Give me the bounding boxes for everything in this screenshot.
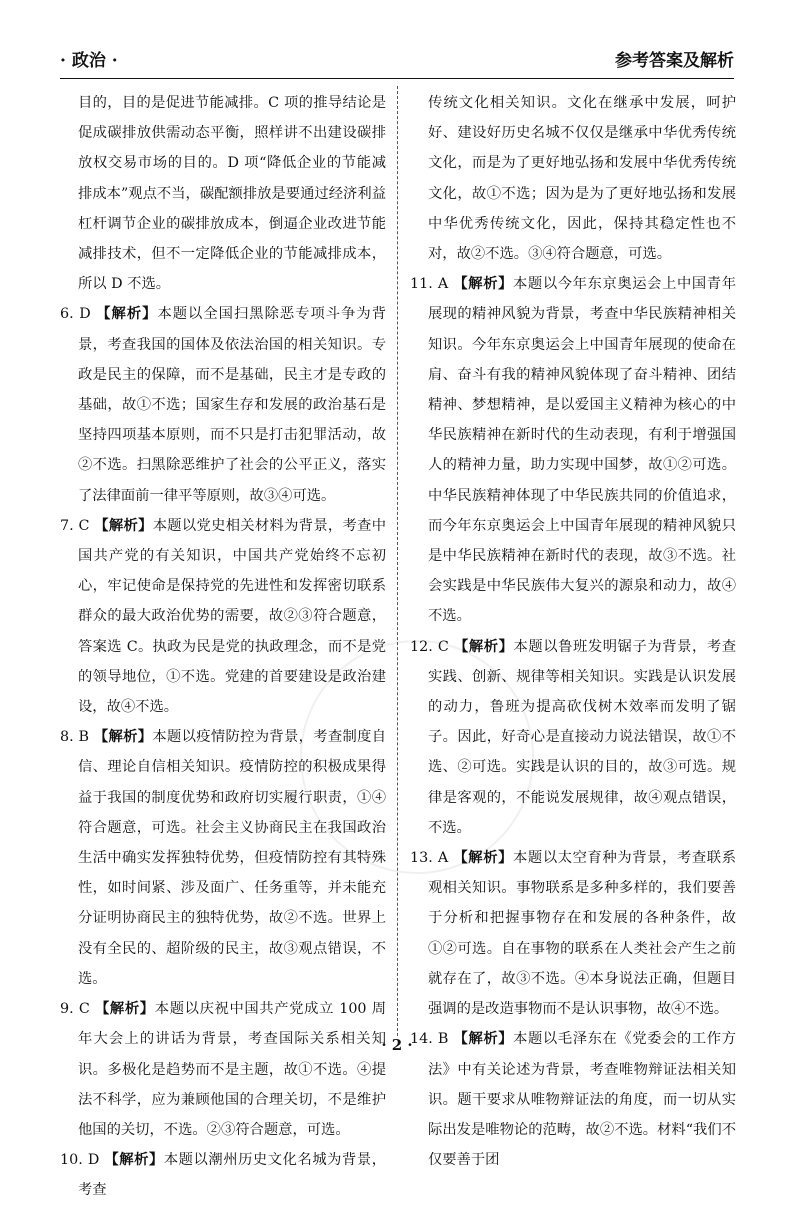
header-title: 参考答案及解析 [615,51,734,71]
answer-number: 9. C [60,1001,90,1018]
answer-item [410,843,736,1024]
answer-text: 本题以太空育种为背景，考查联系观相关知识。事物联系是多种多样的，我们要善于分析和把握事物存在和发展的各种条件，故①②可选。自在事物的联系在人类社会产生之前就存在了，故③不选。④本身说法正确，但题目强调的是改造事物而不是认识事物，故④不选。 [428,850,737,1018]
analysis-tag: 【解析】 [453,276,514,293]
answer-text: 本题以疫情防控为背景，考查制度自信、理论自信相关知识。疫情防控的积极成果得益于我国的制度优势和政府切实履行职责，①④符合题意，可选。社会主义协商民主在我国政治生活中确实发挥独特优势，但疫情防控有其特殊性，如时间紧、涉及面广、任务重等，并未能充分证明协商民主的独特优势，故②不选。世界上没有全民的、超阶级的民主，故③观点错误，不选。 [78,729,387,987]
answer-item [60,1145,386,1205]
right-column [410,88,736,1175]
answer-text: 本题以潮州历史文化名城为背景，考查 [78,1152,387,1199]
answer-number: 10. D [60,1152,100,1169]
answer-number: 11. A [410,276,449,293]
answer-text: 本题以党史相关材料为背景，考查中国共产党的有关知识，中国共产党始终不忘初心，牢记使命是保持党的先进性和发挥密切联系群众的最大政治优势的需要，故②③符合题意，答案选 C。执政为民是党的执政理念，而不是党的领导地位，①不选。党建的首要建设是政治建设，故④不选。 [78,517,387,716]
continuation-text: 目的，目的是促进节能减排。C 项的推导结论是促成碳排放供需动态平衡，照样讲不出建设碳排放权交易市场的目的。D 项“降低企业的节能减排成本”观点不当，碳配额排放是要通过经济利益杠杆调节企业的碳排放成本，倒逼企业改进节能减排技术，但不一定降低企业的节能减排成本，所以 D 不选。 [78,95,386,293]
answer-item [410,269,736,631]
continuation-text: 传统文化相关知识。文化在继承中发展，呵护好、建设好历史名城不仅仅是继承中华优秀传统文化，而是为了更好地弘扬和发展中华优秀传统文化，故①不选；因为是为了更好地弘扬和发展中华优秀传统文化，因此，保持其稳定性也不对，故②不选。③④符合题意，可选。 [428,95,736,263]
answer-item [410,632,736,843]
answer-number: 8. B [60,729,90,746]
answer-text: 本题以鲁班发明锯子为背景，考查实践、创新、规律等相关知识。实践是认识发展的动力，鲁班为提高砍伐树木效率而发明了锯子。因此，好奇心是直接动力说法错误，故①不选、②可选。实践是认识的目的，故③可选。规律是客观的，不能说发展规律，故④观点错误，不选。 [428,638,737,836]
answer-list [60,299,386,1205]
answer-number: 6. D [60,306,91,323]
analysis-tag: 【解析】 [94,517,153,534]
analysis-tag: 【解析】 [453,1031,514,1048]
analysis-tag: 【解析】 [93,729,153,746]
answer-number: 13. A [410,850,449,867]
answer-text: 本题以全国扫黑除恶专项斗争为背景，考查我国的国体及依法治国的相关知识。专政是民主的保障，而不是基础，民主才是专政的基础，故①不选；国家生存和发展的政治基石是坚持四项基本原则，而不只是打击犯罪活动，故②不选。扫黑除恶维护了社会的公平正义，落实了法律面前一律平等原则，故③④可选。 [78,306,386,504]
analysis-tag: 【解析】 [453,638,514,655]
answer-item [60,994,386,1145]
answer-number: 14. B [410,1031,449,1048]
analysis-tag: 【解析】 [94,1001,155,1018]
answer-text: 本题以今年东京奥运会上中国青年展现的精神风貌为背景，考查中华民族精神相关知识。今年东京奥运会上中国青年展现的使命在肩、奋斗有我的精神风貌体现了奋斗精神、团结精神、梦想精神，是以爱国主义精神为核心的中华民族精神在新时代的生动表现，有利于增强国人的精神力量，助力实现中国梦，故①②可选。中华民族精神体现了中华民族共同的价值追求，而今年东京奥运会上中国青年展现的精神风貌只是中华民族精神在新时代的表现，故③不选。社会实践是中华民族伟大复兴的源泉和动力，故④不选。 [428,276,737,625]
page-number: · 2 · [381,1036,413,1054]
column-divider [397,86,398,1036]
page-header [60,46,734,79]
analysis-tag: 【解析】 [104,1152,164,1169]
subject-label: · 政治 · [60,51,118,71]
answer-item [60,299,386,510]
analysis-tag: 【解析】 [453,850,514,867]
answer-text: 本题以庆祝中国共产党成立 100 周年大会上的讲话为背景，考查国际关系相关知识。多极化是趋势而不是主题，故①不选。④提法不科学，应为兼顾他国的合理关切，不是维护他国的关切，不选。②③符合题意，可选。 [78,1001,387,1138]
answer-item [60,511,386,722]
analysis-tag: 【解析】 [96,306,158,323]
answer-number: 7. C [60,517,90,534]
answer-item [60,722,386,994]
answer-number: 12. C [410,638,449,655]
answer-text: 本题以毛泽东在《党委会的工作方法》中有关论述为背景，考查唯物辩证法相关知识。题干要求从唯物辩证法的角度，而一切从实际出发是唯物论的范畴，故②不选。材料“我们不仅要善于团 [428,1031,737,1169]
